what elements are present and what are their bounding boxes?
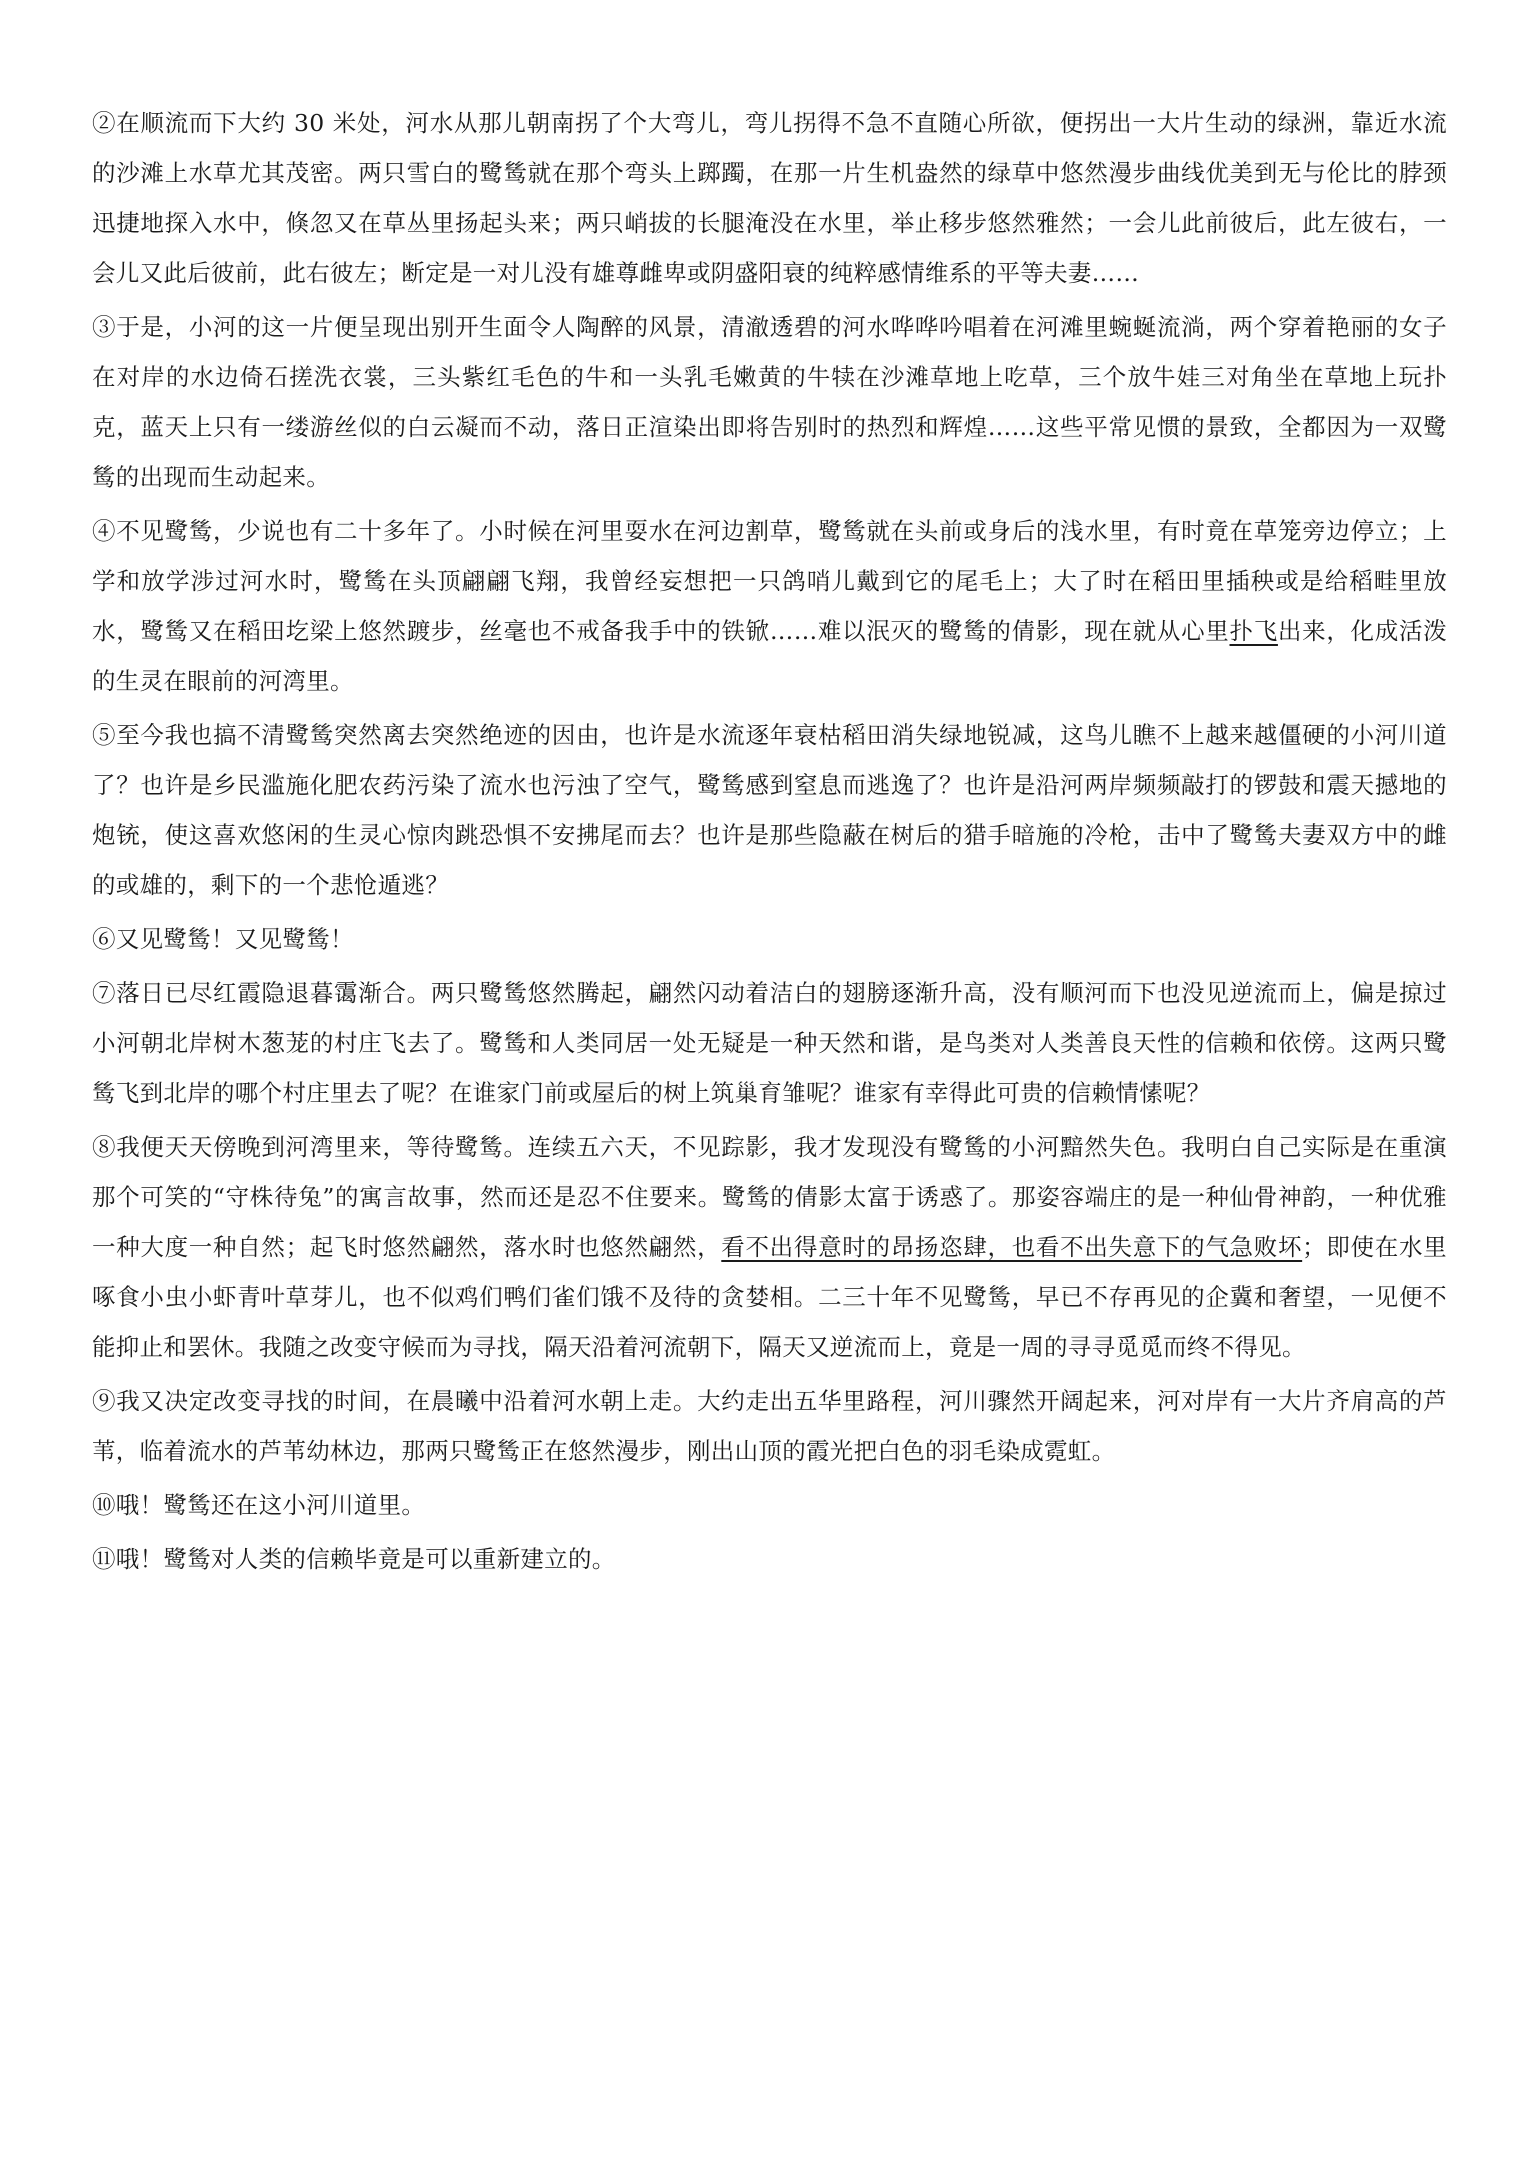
paragraph-6-text: ⑥又见鹭鸶！又见鹭鸶！ (92, 925, 354, 953)
paragraph-4-text: ④不见鹭鸶，少说也有二十多年了。小时候在河里耍水在河边割草，鹭鸶就在头前或身后的浅水里，有时竟在草笼旁边停立；上学和放学涉过河水时，鹭鸶在头顶翩翩飞翔，我曾经妄想把一只鸽哨儿戴到它的尾毛上；大了时在稻田里插秧或是给稻畦里放水，鹭鸶又在稻田圪梁上悠然踱步，丝毫也不戒备我手中的铁锨……难以泯灭的鹭鸶的倩影，现在就从心里 (92, 517, 1447, 645)
paragraph-10 (92, 1480, 1447, 1530)
paragraph-6 (92, 914, 1447, 964)
paragraph-7-text: ⑦落日已尽红霞隐退暮霭渐合。两只鹭鸶悠然腾起，翩然闪动着洁白的翅膀逐渐升高，没有顺河而下也没见逆流而上，偏是掠过小河朝北岸树木葱茏的村庄飞去了。鹭鸶和人类同居一处无疑是一种天然和谐，是鸟类对人类善良天性的信赖和依傍。这两只鹭鸶飞到北岸的哪个村庄里去了呢？在谁家门前或屋后的树上筑巢育雏呢？谁家有幸得此可贵的信赖情愫呢？ (92, 979, 1447, 1107)
paragraph-9 (92, 1376, 1447, 1476)
paragraph-11-text: ⑪哦！鹭鸶对人类的信赖毕竟是可以重新建立的。 (92, 1545, 616, 1573)
paragraph-8-text-end: ；即使在水里啄食小虫小虾青叶草芽儿，也不似鸡们鸭们雀们饿不及待的贪婪相。二三十年不见鹭鸶，早已不存再见的企冀和奢望，一见便不能抑止和罢休。我随之改变守候而为寻找，隔天沿着河流朝下，隔天又逆流而上，竟是一周的寻寻觅觅而终不得见。 (92, 1233, 1447, 1361)
paragraph-2-text: ②在顺流而下大约 30 米处，河水从那儿朝南拐了个大弯儿，弯儿拐得不急不直随心所欲，便拐出一大片生动的绿洲，靠近水流的沙滩上水草尤其茂密。两只雪白的鹭鸶就在那个弯头上踯躅，在那一片生机盎然的绿草中悠然漫步曲线优美到无与伦比的脖颈迅捷地探入水中，倏忽又在草丛里扬起头来；两只峭拔的长腿淹没在水里，举止移步悠然雅然；一会儿此前彼后，此左彼右，一会儿又此后彼前，此右彼左；断定是一对儿没有雄尊雌卑或阴盛阳衰的纯粹感情维系的平等夫妻…… (92, 109, 1447, 287)
paragraph-9-text: ⑨我又决定改变寻找的时间，在晨曦中沿着河水朝上走。大约走出五华里路程，河川骤然开阔起来，河对岸有一大片齐肩高的芦苇，临着流水的芦苇幼林边，那两只鹭鸶正在悠然漫步，刚出山顶的霞光把白色的羽毛染成霓虹。 (92, 1387, 1447, 1465)
paragraph-4-text-end: 出来，化成活泼的生灵在眼前的河湾里。 (92, 617, 1447, 695)
article-body (92, 98, 1447, 1584)
paragraph-4 (92, 506, 1447, 706)
paragraph-4-underlined-phrase: 扑飞 (1229, 617, 1278, 645)
paragraph-2 (92, 98, 1447, 298)
paragraph-8-underlined-phrase: 看不出得意时的昂扬恣肆，也看不出失意下的气急败坏 (721, 1233, 1303, 1261)
paragraph-11 (92, 1534, 1447, 1584)
paragraph-3 (92, 302, 1447, 502)
paragraph-10-text: ⑩哦！鹭鸶还在这小河川道里。 (92, 1491, 426, 1519)
paragraph-7 (92, 968, 1447, 1118)
paragraph-8-text: ⑧我便天天傍晚到河湾里来，等待鹭鸶。连续五六天，不见踪影，我才发现没有鹭鸶的小河黯然失色。我明白自己实际是在重演那个可笑的“守株待兔”的寓言故事，然而还是忍不住要来。鹭鸶的倩影太富于诱惑了。那姿容端庄的是一种仙骨神韵，一种优雅一种大度一种自然；起飞时悠然翩然，落水时也悠然翩然， (92, 1133, 1447, 1261)
paragraph-5 (92, 710, 1447, 910)
paragraph-5-text: ⑤至今我也搞不清鹭鸶突然离去突然绝迹的因由，也许是水流逐年衰枯稻田消失绿地锐减，这鸟儿瞧不上越来越僵硬的小河川道了？也许是乡民滥施化肥农药污染了流水也污浊了空气，鹭鸶感到窒息而逃逸了？也许是沿河两岸频频敲打的锣鼓和震天撼地的炮铳，使这喜欢悠闲的生灵心惊肉跳恐惧不安拂尾而去？也许是那些隐蔽在树后的猎手暗施的冷枪，击中了鹭鸶夫妻双方中的雌的或雄的，剩下的一个悲怆遁逃？ (92, 721, 1447, 899)
paragraph-3-text: ③于是，小河的这一片便呈现出别开生面令人陶醉的风景，清澈透碧的河水哗哗吟唱着在河滩里蜿蜒流淌，两个穿着艳丽的女子在对岸的水边倚石搓洗衣裳，三头紫红毛色的牛和一头乳毛嫩黄的牛犊在沙滩草地上吃草，三个放牛娃三对角坐在草地上玩扑克，蓝天上只有一缕游丝似的白云凝而不动，落日正渲染出即将告别时的热烈和辉煌……这些平常见惯的景致，全都因为一双鹭鸶的出现而生动起来。 (92, 313, 1447, 491)
paragraph-8 (92, 1122, 1447, 1372)
